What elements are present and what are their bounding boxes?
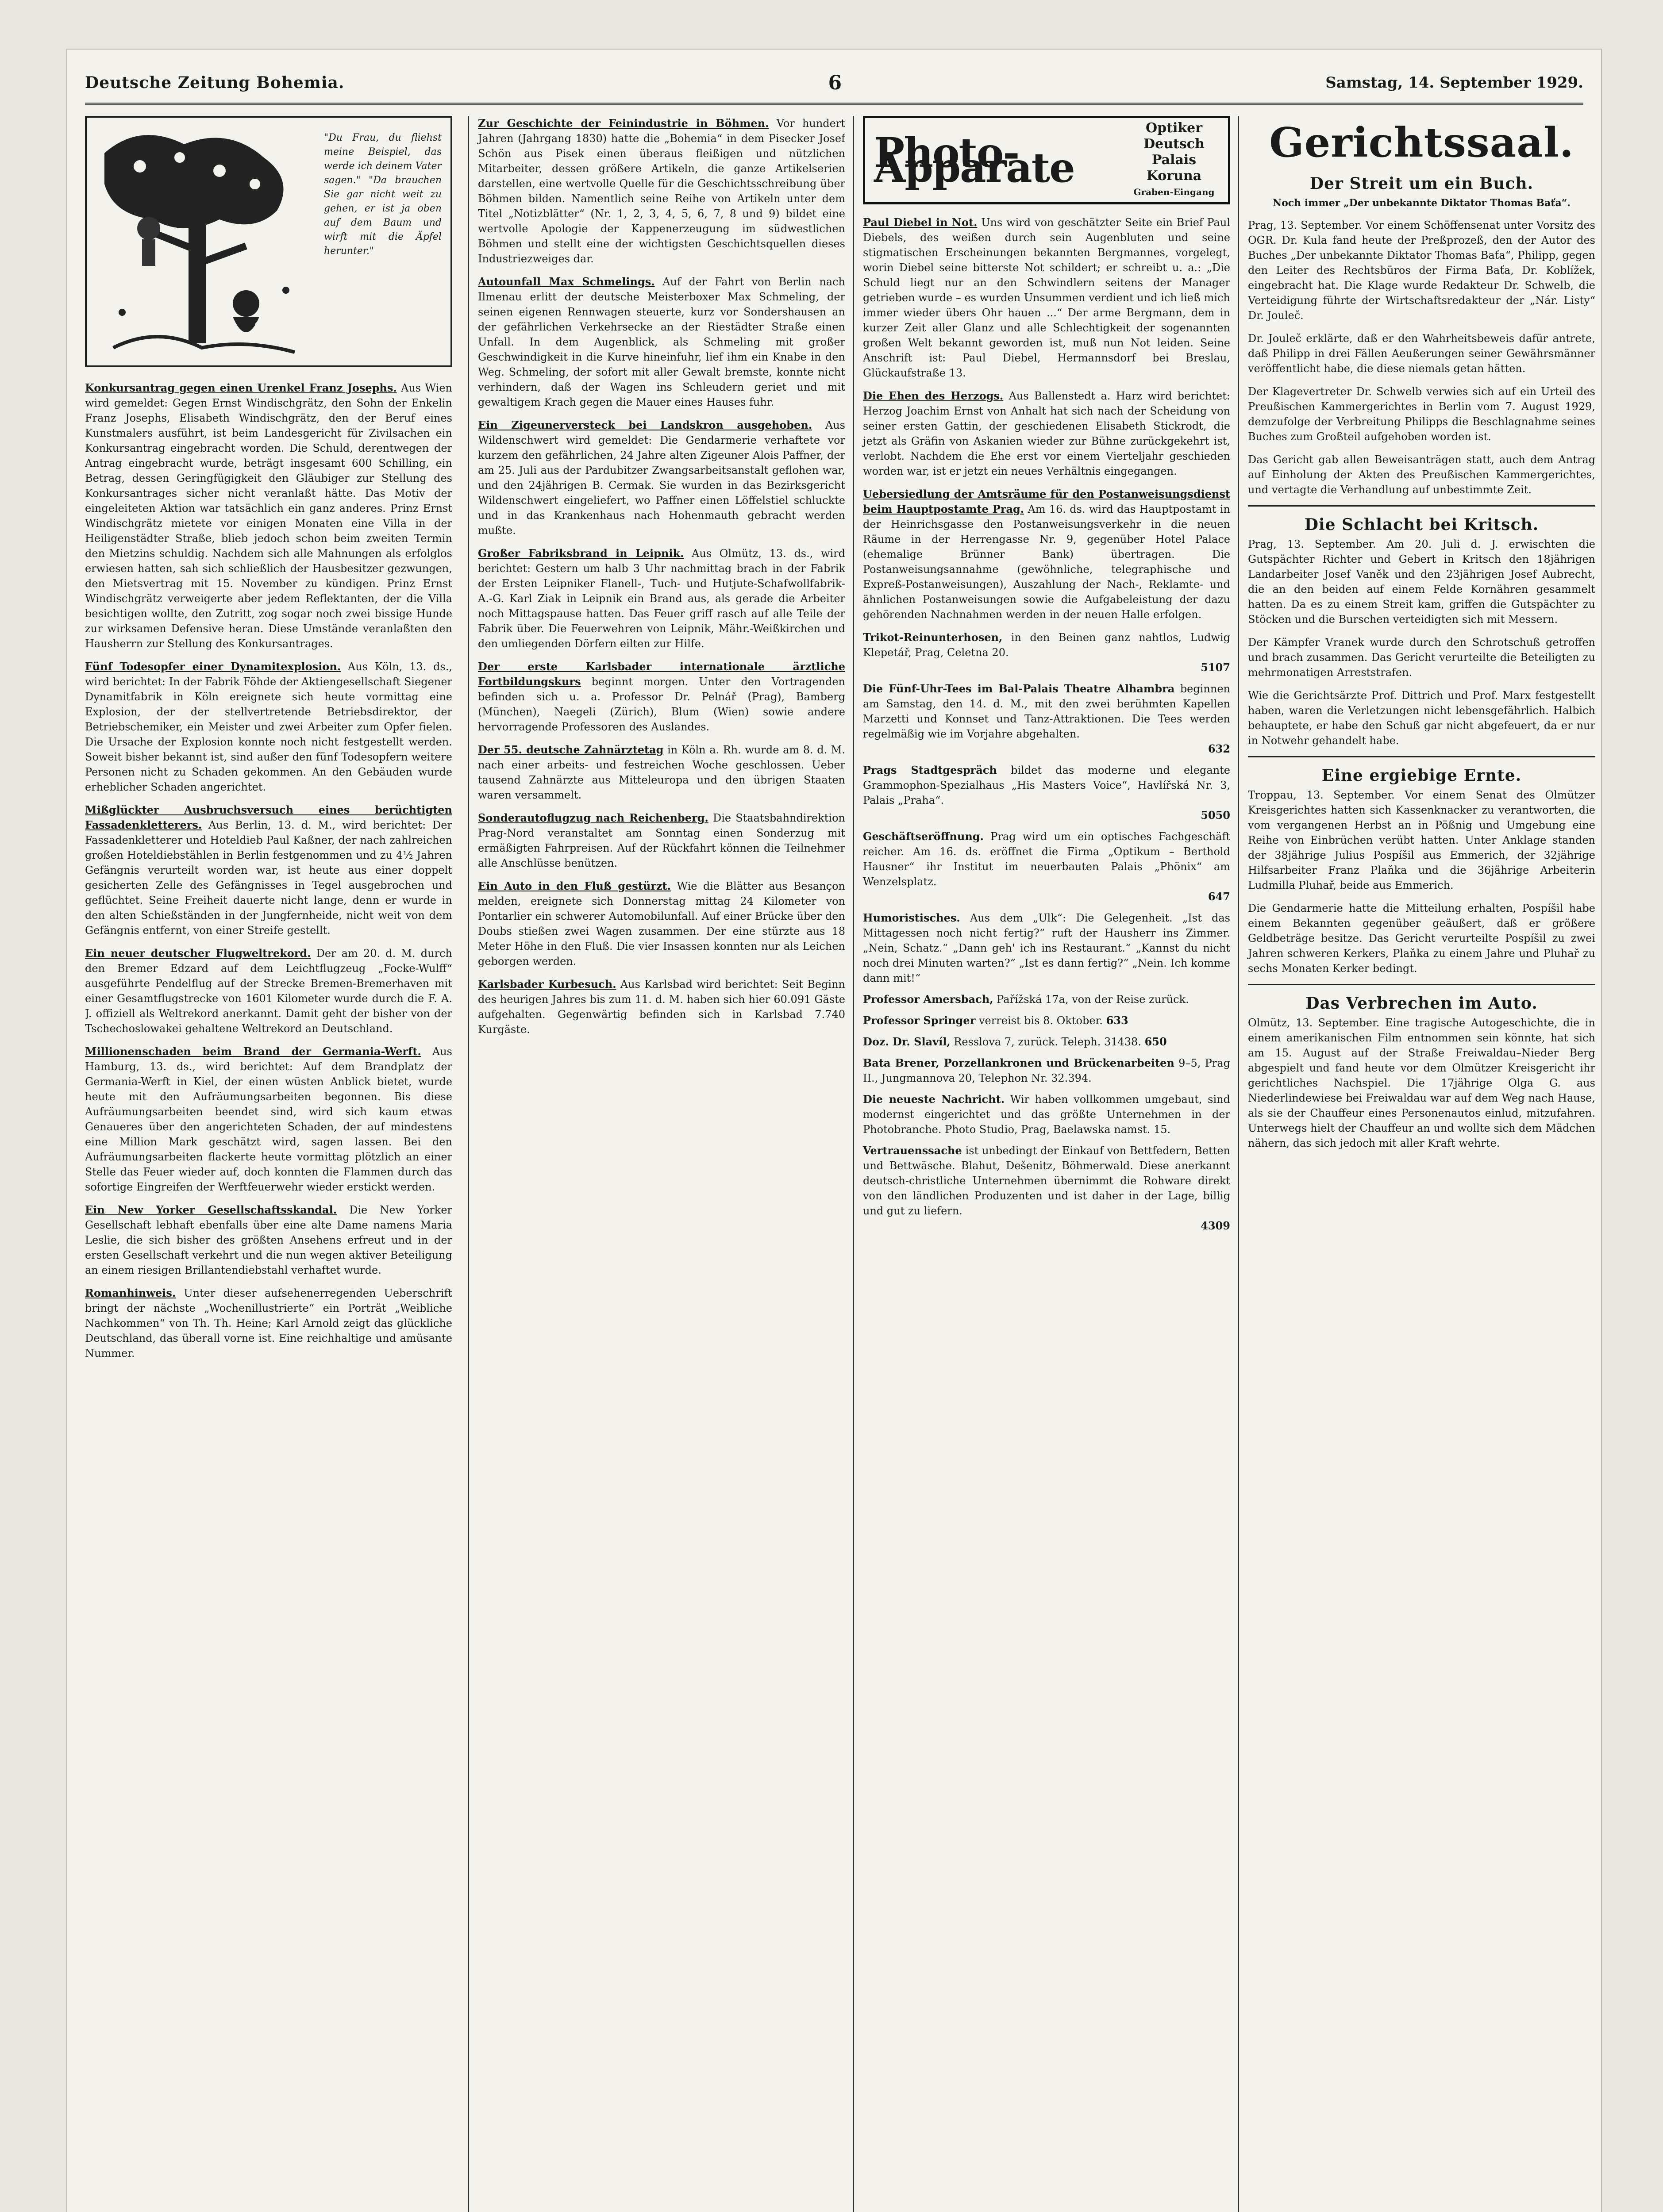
ad-shop-name: Optiker Deutsch [1143,120,1205,152]
article-body: Auf der Fahrt von Berlin nach Ilmenau erlitt der deutsche Meisterboxer Max Schmeling, der seinen eigenen Rennwagen steuerte, kurz vor Sondershausen an der gefährlichen Verkehrsecke an der Riestädter Straße einen Unfall. In dem Augenblick, als Schmeling mit großer Geschwindigkeit in die Kurve hineinfuhr, lief ihm ein Knabe in den Weg. Schmeling, der sofort mit aller Gewalt bremste, konnte nicht verhindern, daß der Wagen ins Schleudern geriet und mit gewaltigem Krach gegen die Mauer eines Hauses fuhr. [478,276,845,408]
article-headline: Ein New Yorker Gesellschaftsskandal. [85,1203,337,1216]
article [478,659,845,734]
page-number: 6 [828,71,842,94]
article-headline: Fünf Todesopfer einer Dynamitexplosion. [85,660,341,673]
article-headline: Romanhinweis. [85,1286,176,1299]
article-headline: Der erste Karlsbader internationale ärztliche Fortbildungskurs [478,660,845,688]
cartoon-illustration [87,118,317,362]
notice-number: 4309 [1201,1219,1230,1232]
cartoon [85,116,452,367]
notice-number: 650 [1144,1035,1167,1048]
notice [863,910,1230,986]
notice-headline: Professor Springer [863,1014,976,1027]
notice [863,763,1230,823]
cartoon-caption: "Du Frau, du fliehst meine Beispiel, das werde ich deinem Vater sagen." "Da brauchen Sie gar nicht weit zu gehen, er ist ja oben auf dem Baum und wirft mit die Äpfel herunter." [324,132,442,257]
article-body: in Köln a. Rh. wurde am 8. d. M. nach einer arbeits- und festreichen Woche geschlossen. Ueber tausend Zahnärzte aus Mitteleuropa und den übrigen Staaten waren versammelt. [478,744,845,801]
notice [863,829,1230,904]
article-headline: Ein Auto in den Fluß gestürzt. [478,879,671,892]
notice-body: Pařížská 17a, von der Reise zurück. [997,993,1189,1006]
article-body: beginnt morgen. Unter den Vortragenden befinden sich u. a. Professor Dr. Pelnář (Prag), Bamberg (München), Naegeli (Zürich), Blum (Wien) sowie andere hervorragende Professoren des Auslandes. [478,676,845,733]
article-body: Aus Wildenschwert wird gemeldet: Die Gendarmerie verhaftete vor kurzem den gefährlichen, 24 Jahre alten Zigeuner Alois Paffner, der am 25. Juli aus der Pardubitzer Zwangsarbeitsanstalt geflohen war, und den 24jährigen B. Cermak. Sie wurden in das Bezirksgericht Wildenschwert eingeliefert, wo Paffner einen Löffelstiel schluckte und in das Krankenhaus nach Hohenmauth gebracht werden mußte. [478,419,845,537]
notice-body: Wir haben vollkommen umgebaut, sind modernst eingerichtet und das größte Unternehmen in der Photobranche. Photo Studio, Prag, Baelawska namst. 15. [863,1093,1230,1136]
article-headline: Karlsbader Kurbesuch. [478,978,616,991]
article-paragraph: Der Kämpfer Vranek wurde durch den Schrotschuß getroffen und brach zusammen. Das Gericht verurteilte die Beteiligten zu mehrmonatigen Arreststrafen. [1248,636,1595,679]
article [478,546,845,651]
ad-note: Graben-Eingang [1133,187,1215,197]
article-paragraph: Wie die Gerichtsärzte Prof. Dittrich und Prof. Marx festgestellt haben, waren die Verletzungen nicht lebensgefährlich. Halbich behauptete, er habe den Schuß gar nicht abgefeuert, da er nur in Notwehr gehandelt habe. [1248,689,1595,747]
article [85,380,452,651]
notice [863,1034,1230,1049]
notice-number: 633 [1106,1014,1128,1027]
article-body: Uns wird von geschätzter Seite ein Brief Paul Diebels, des weißen durch sein Augenbluten und seine stigmatischen Erscheinungen bekannten Bergmannes, vorgelegt, worin Diebel seine bitterste Not schildert; er schreibt u. a.: „Die Schuld liegt nur an den Schwindlern seitens der Manager getrieben wurde – es wurden Unsummen verdient und ich ließ mich immer wieder übers Ohr hauen ...“ Der arme Bergmann, dem in kurzer Zeit aller Glanz und alle Schlechtigkeit der sogenannten großen Welt bekannt geworden ist, muß nun Not leiden. Seine Anschrift ist: Paul Diebel, Hermannsdorf bei Breslau, Glückaufstraße 13. [863,216,1230,379]
notice-body: verreist bis 8. Oktober. [978,1014,1103,1027]
article-paragraph: Das Gericht gab allen Beweisanträgen statt, auch dem Antrag auf Einholung der Akten des Preußischen Kammergerichtes, und vertagte die Verhandlung auf unbestimmte Zeit. [1248,453,1595,496]
notice-body: beginnen am Samstag, den 14. d. M., mit den zwei berühmten Kapellen Marzetti und Konnset und Tanz-Attraktionen. Die Tees werden regelmäßig wie im Vorjahre abgehalten. [863,683,1230,740]
article [85,946,452,1036]
masthead [85,63,1583,105]
notice-body: Resslova 7, zurück. Teleph. 31438. [954,1036,1141,1048]
notice-headline: Die neueste Nachricht. [863,1093,1005,1106]
column-2 [468,116,845,2212]
article-paragraph: Olmütz, 13. September. Eine tragische Autogeschichte, die in einem amerikanischen Film entnommen sein könnte, hat sich am 15. August auf der Straße Freiwaldau–Nieder Berg abgespielt und fand heute vor dem Olmützer Kreisgericht ihr gerichtliches Nachspiel. Die 17jährige Olga G. aus Niederlindewiese bei Freiwaldau war auf dem Weg nach Hause, als sie der Chauffeur eines Personenautos einlud, mitzufahren. Unterwegs hielt der Chauffeur an und wollte sich dem Mädchen nähern, das sich jedoch mit aller Kraft wehrte. [1248,1017,1595,1149]
article-body: Aus Köln, 13. ds., wird berichtet: In der Fabrik Föhde der Aktiengesellschaft Siegener Dynamitfabrik in Köln ereignete sich heute vormittag eine Explosion, der der stellvertretende Betriebsdirektor, der Betriebschemiker, ein Meister und zwei Arbeiter zum Opfer fielen. Die Ursache der Explosion konnte noch nicht festgestellt werden. Soweit bisher bekannt ist, sind außer den fünf Todesopfern weitere Personen nicht zu Schaden gekommen. An den Gebäuden wurde erheblicher Schaden angerichtet. [85,661,452,793]
newspaper-page [66,49,1602,2212]
photo-ad [863,116,1230,204]
article-body: Aus Ballenstedt a. Harz wird berichtet: Herzog Joachim Ernst von Anhalt hat sich nach der Scheidung von seiner ersten Gattin, der geschiedenen Elisabeth Stickrodt, die jetzt als Gräfin von Askanien wieder zur Bühne zurückgekehrt ist, verlobt. Nachdem die Ehe erst vor einem Vierteljahr geschieden worden war, ist er jetzt ein neues Verhältnis eingegangen. [863,390,1230,477]
divider [1248,505,1595,507]
article [85,1286,452,1361]
notice-headline: Vertrauenssache [863,1144,962,1157]
article-body: Aus Hamburg, 13. ds., wird berichtet: Auf dem Brandplatz der Germania-Werft in Kiel, der einen wüsten Anblick bietet, wurde heute mit den Aufräumungsarbeiten begonnen. Bis diese Aufräumungsarbeiten beendet sind, wird sich kaum etwas Genaueres über den angerichteten Schaden, der auf mindestens eine Million Mark geschätzt wird, sagen lassen. Bei den Aufräumungsarbeiten flackerte heute vormittag plötzlich an einer Stelle das Feuer wieder auf, doch konnten die Flammen durch das sofortige Eingreifen der Werftfeuerwehr wieder erstickt werden. [85,1045,452,1193]
article-body: Die Staatsbahndirektion Prag-Nord veranstaltet am Sonntag einen Sonderzug mit ermäßigten Fahrpreisen. Auf der Rückfahrt können die Teilnehmer alle Anschlüsse benützen. [478,812,845,869]
article-paragraph: Die Gendarmerie hatte die Mitteilung erhalten, Pospíšil habe einem Bekannten gegenüber geäußert, daß er größere Geldbeträge besitze. Das Gericht verurteilte Pospíšil zu zwei Jahren schweren Kerkers, Plaňka zu einem Jahre und Pluhař zu sechs Monaten Kerker bedingt. [1248,902,1595,975]
article [478,879,845,969]
article-headline: Konkursantrag gegen einen Urenkel Franz Josephs. [85,381,397,394]
notice [863,1056,1230,1086]
article-paragraph: Prag, 13. September. Am 20. Juli d. J. erwischten die Gutspächter Richter und Gebert in Kritsch den 18jährigen Landarbeiter Josef Vaněk und den 23jährigen Josef Aubrecht, die an den beiden auf einem Felde Kornähren gesammelt hatten. Da es zu einem Streit kam, griffen die Gutspächter zu Stöcken und die Burschen verteidigten sich mit Messern. [1248,538,1595,626]
article-headline: Die Ehen des Herzogs. [863,389,1004,402]
article-body: Aus Wien wird gemeldet: Gegen Ernst Windischgrätz, den Sohn der Enkelin Franz Josephs, Elisabeth Windischgrätz, den der Beruf eines Kunstmalers ausführt, ist beim Landesgericht für Zivilsachen ein Konkursantrag eingebracht worden. Die Schuld, derentwegen der Antrag eingebracht wurde, beträgt insgesamt 600 Schilling, ein Betrag, dessen Geringfügigkeit den Gläubiger zur Stellung des Konkursantrages sicher nicht veranlaßt hätte. Das Motiv der eingeleiteten Aktion war tatsächlich ein ganz anderes. Prinz Ernst Windischgrätz mietete vor einigen Monaten eine Villa in der Heiligenstädter Straße, blieb jedoch schon beim zweiten Termin den Mietzins schuldig. Nachdem sich alle Mahnungen als erfolglos erwiesen hatten, sah sich schließlich der Hausbesitzer gezwungen, den Mietsvertrag mit 15. November zu kündigen. Prinz Ernst Windischgrätz verweigerte aber jedem Reflektanten, der die Villa besichtigen wollte, den Zutritt, zog sogar noch zwei bissige Hunde zur wirksamen Defensive heran. Diese Umstände veranlaßten den Hausherrn zur Stellung des Konkursantrages. [85,382,452,650]
article [478,742,845,803]
divider [1248,756,1595,757]
article [478,116,845,266]
article [863,215,1230,380]
article-body: Vor hundert Jahren (Jahrgang 1830) hatte die „Bohemia“ in dem Pisecker Josef Schön aus Pisek einen überaus fleißigen und nützlichen Mitarbeiter, dessen größere Artikeln, die ganze Artikelserien darstellen, eine wertvolle Quelle für die Geschichtsschreibung über Böhmen bilden. Namentlich seine Reihe von Artikeln unter dem Titel „Notizblätter“ (Nr. 1, 2, 3, 4, 5, 6, 7, 8 und 9) bildet eine wertvolle Apologie der Kappenerzeugung im südwestlichen Böhmen und stellt eine der wichtigsten Geschichtsquellen dieses Industriezweiges dar. [478,117,845,265]
article-headline: Zur Geschichte der Feinindustrie in Böhmen. [478,117,769,130]
article-subline: Noch immer „Der unbekannte Diktator Thomas Baťa“. [1272,197,1571,209]
article [85,1202,452,1278]
notice-number: 5050 [1201,809,1230,822]
article-headline: Ein Zigeunerversteck bei Landskron ausgehoben. [478,419,812,431]
notice-headline: Humoristisches. [863,911,960,924]
article [85,659,452,795]
paper-name: Deutsche Zeitung Bohemia. [85,73,345,92]
notice-body: ist unbedingt der Einkauf von Bettfedern, Betten und Bettwäsche. Blahut, Dešenitz, Böhmerwald. Diese anerkannt deutsch-christliche Unternehmen übernimmt die Rohware direkt von den ländlichen Produzenten und ist daher in der Lage, billig und gut zu liefern. [863,1144,1230,1217]
notice [863,1013,1230,1028]
notice-body: in den Beinen ganz nahtlos, Ludwig Klepetář, Prag, Celetna 20. [863,631,1230,659]
article-paragraph: Troppau, 13. September. Vor einem Senat des Olmützer Kreisgerichtes hatten sich Kassenknacker zu verantworten, die vom vergangenen Herbst an in Pößnig und Umgebung eine Reihe von Einbrüchen verübt hatten. Unter Anklage standen der 38jährige Julius Pospíšil aus Emmerich, der 32jährige Hilfsarbeiter Franz Plaňka und die 36jährige Arbeiterin Ludmilla Pluhař, beide aus Emmerich. [1248,789,1595,891]
article-body: Der am 20. d. M. durch den Bremer Edzard auf dem Leichtflugzeug „Focke-Wulff“ ausgeführte Pendelflug auf der Strecke Bremen-Bremerhaven mit einer Gesamtflugstrecke von 1601 Kilometer wurde durch die F. A. J. offiziell als Weltrekord anerkannt. Damit geht der bisher von der Tschechoslowakei gehaltene Weltrekord an Deutschland. [85,947,452,1035]
notice-headline: Die Fünf-Uhr-Tees im Bal-Palais Theatre Alhambra [863,682,1175,695]
notice [863,1143,1230,1233]
notice-headline: Bata Brener, Porzellankronen und Brückenarbeiten [863,1056,1174,1069]
article-body: Aus Berlin, 13. d. M., wird berichtet: Der Fassadenkletterer und Hoteldieb Paul Kaßner, der nach zahlreichen großen Hoteldiebstählen in Berlin festgenommen und zu 4½ Jahren Gefängnis verurteilt worden war, ist heute aus einer doppelt gesicherten Zelle des Gefängnisses in Tegel ausgebrochen und geflüchtet. Seine Freiheit dauerte nicht lange, denn er wurde in den alten Schießständen in der Jungfernheide, nicht weit von dem Gefängnis entfernt, von einer Streife gestellt. [85,819,452,937]
article-headline: Der 55. deutsche Zahnärztetag [478,743,664,756]
article-headline: Der Streit um ein Buch. [1309,174,1534,193]
article-headline: Paul Diebel in Not. [863,216,978,229]
article-headline: Mißglückter Ausbruchsversuch eines berüchtigten Fassadenkletterers. [85,803,452,831]
notice-number: 5107 [1201,661,1230,674]
notice-headline: Prags Stadtgespräch [863,764,997,776]
notice-number: 647 [1208,890,1230,903]
article-paragraph: Prag, 13. September. Vor einem Schöffensenat unter Vorsitz des OGR. Dr. Kula fand heute der Preßprozeß, den der Autor des Buches „Der unbekannte Diktator Thomas Baťa“, Philipp, gegen den Leiter des Rechtsbüros der Firma Baťa, Dr. Koblížek, eingebracht hat. Die Klage wurde Redakteur Dr. Schwelb, die Verteidigung führte der Wirtschaftsredakteur der „Nár. Listy“ Dr. Jouleč. [1248,219,1595,322]
notice-headline: Doz. Dr. Slavíl, [863,1035,951,1048]
article [863,487,1230,622]
article [478,810,845,871]
notice [863,630,1230,675]
notice [863,681,1230,757]
notice-body: bildet das moderne und elegante Grammophon-Spezialhaus „His Masters Voice“, Havlířská Nr. 3, Palais „Praha“. [863,764,1230,806]
notice-body: Prag wird um ein optisches Fachgeschäft reicher. Am 16. ds. eröffnet die Firma „Optikum – Berthold Hausner“ ihr Institut im neuerbauten Palais „Phönix“ am Wenzelsplatz. [863,830,1230,888]
article [85,803,452,938]
article [478,977,845,1037]
article-headline: Das Verbrechen im Auto. [1305,994,1538,1013]
notice [863,992,1230,1007]
notice-body: Aus dem „Ulk“: Die Gelegenheit. „Ist das Mittagessen noch nicht fertig?“ ruft der Hausherr ins Zimmer. „Nein, Schatz.“ „Dann geh' ich ins Restaurant.“ „Kannst du nicht noch drei Minuten warten?“ „Ist es dann fertig?“ „Nein. Ich komme dann mit!“ [863,912,1230,984]
ad-brand: Photo-Apparate [874,129,1074,192]
article-headline: Großer Fabriksbrand in Leipnik. [478,547,684,560]
notice-headline: Geschäftseröffnung. [863,830,984,843]
article-headline: Sonderautoflugzug nach Reichenberg. [478,811,708,824]
column-4 [1238,116,1595,2212]
ad-shop-info [1129,120,1219,200]
article-body: Am 16. ds. wird das Hauptpostamt in der Heinrichsgasse den Postanweisungsverkehr in die neuen Räume in der Herrengasse Nr. 9, gegenüber Hotel Palace (ehemalige Brünner Bank) übertragen. Die Postanweisungsannahme (gewöhnliche, telegraphische und Expreß-Postanweisungen), Auszahlung der Nach-, Reklamte- und ähnlichen Postanweisungen sowie die Aufgabeleistung der dazu gehörenden Nachnahmen werden in der neuen Halle erfolgen. [863,503,1230,621]
section-title: Gerichtssaal. [1269,119,1574,166]
article-body: Aus Karlsbad wird berichtet: Seit Beginn des heurigen Jahres bis zum 11. d. M. haben sich hier 60.091 Gäste aufgehalten. Gegenwärtig befinden sich in Karlsbad 7.740 Kurgäste. [478,978,845,1036]
column-1 [85,116,452,2212]
article-headline: Millionenschaden beim Brand der Germania-Werft. [85,1045,421,1058]
article-headline: Autounfall Max Schmelings. [478,275,655,288]
article-paragraph: Dr. Jouleč erklärte, daß er den Wahrheitsbeweis dafür antrete, daß Philipp in drei Fällen Aeußerungen seiner Gewährsmänner veröffentlicht habe, die diese niemals getan hätten. [1248,332,1595,375]
notice [863,1092,1230,1137]
ad-address: Palais Koruna [1146,152,1202,184]
article [85,1044,452,1194]
notice-headline: Trikot-Reinunterhosen, [863,631,1003,644]
notice-headline: Professor Amersbach, [863,993,993,1006]
article-headline: Uebersiedlung der Amtsräume für den Postanweisungsdienst beim Hauptpostamte Prag. [863,488,1230,515]
article-body: Unter dieser aufsehenerregenden Ueberschrift bringt der nächste „Wochenillustrierte“ ein Porträt „Weibliche Nachkommen“ von Th. Th. Heine; Karl Arnold zeigt das glückliche Deutschland, das überall vorne ist. Eine reichhaltige und amüsante Nummer. [85,1287,452,1359]
article [478,418,845,538]
article-body: Die New Yorker Gesellschaft lebhaft ebenfalls über eine alte Dame namens Maria Leslie, die sich bisher des größten Ansehens erfreut und in der ersten Gesellschaft verkehrt und die nun wegen aktiver Beteiligung an einem riesigen Brillantendiebstahl verhaftet wurde. [85,1204,452,1276]
notice-number: 632 [1208,742,1230,755]
article [863,388,1230,479]
article [478,274,845,410]
article-headline: Ein neuer deutscher Flugweltrekord. [85,947,311,960]
article-body: Wie die Blätter aus Besançon melden, ereignete sich Donnerstag mittag 24 Kilometer von Pontarlier ein schwerer Automobilunfall. Auf einer Brücke über den Doubs stießen zwei Wagen zusammen. Der eine stürzte aus 18 Meter Höhe in den Fluß. Die vier Insassen konnten nur als Leichen geborgen werden. [478,880,845,968]
article-headline: Die Schlacht bei Kritsch. [1304,515,1539,534]
article-body: Aus Olmütz, 13. ds., wird berichtet: Gestern um halb 3 Uhr nachmittag brach in der Fabrik der Ersten Leipniker Flanell-, Tuch- und Hutjute-Schafwollfabrik-A.-G. Karl Ziak in Leipnik ein Brand aus, als gerade die Arbeiter noch Mittagspause hatten. Das Feuer griff rasch auf alle Teile der Fabrik über. Die Feuerwehren von Leipnik, Mähr.-Weißkirchen und den umliegenden Dörfern eilten zur Hilfe. [478,547,845,650]
article-headline: Eine ergiebige Ernte. [1321,766,1522,785]
article-paragraph: Der Klagevertreter Dr. Schwelb verwies sich auf ein Urteil des Preußischen Kammergerichtes in Berlin vom 7. August 1929, demzufolge der Verbreitung Philipps die Beschlagnahme seines Buches zum Großteil aufgehoben worden ist. [1248,385,1595,443]
notice-body: 9–5, Prag II., Jungmannova 20, Telephon Nr. 32.394. [863,1057,1230,1084]
column-3 [853,116,1230,2212]
issue-date: Samstag, 14. September 1929. [1325,74,1583,92]
divider [1248,984,1595,985]
